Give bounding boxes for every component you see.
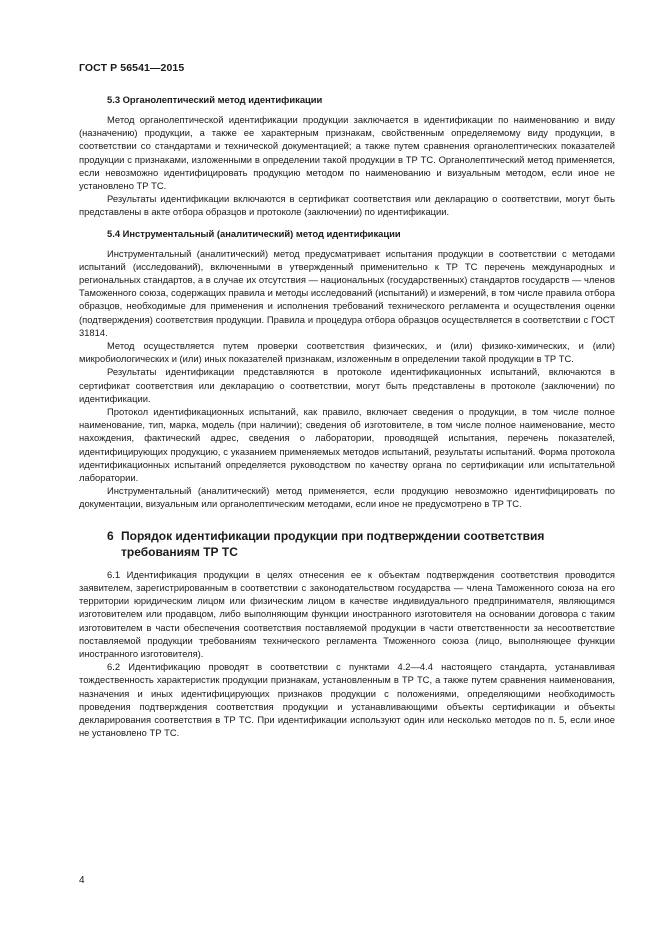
section-6-title: Порядок идентификации продукции при подтверждении соответствия требованиям ТР ТС	[121, 528, 545, 559]
section-5-4-paragraph-2: Метод осуществляется путем проверки соответствия физических, и (или) физико-химических, и (или) микробиологических и (или) иных показателей признакам, изложенным в определении такой продукции в ТР ТС.	[79, 340, 615, 365]
section-5-4-paragraph-1: Инструментальный (аналитический) метод предусматривает испытания продукции в соответствии с методами испытаний (исследований), включенными в утвержденный применительно к ТР ТС перечень международных и региональных стандартов, а в случае их отсутствия — национальных (государственных) стандартов государств — членов Таможенного союза, содержащих правила и методы исследований (испытаний) и измерений, в том числе правила отбора образцов, необходимые для применения и исполнения требований технического регламента и осуществления оценки (подтверждения) соответствия продукции. Правила и процедура отбора образцов осуществляется в соответствии с ГОСТ 31814.	[79, 247, 615, 338]
section-6-1-paragraph: 6.1 Идентификация продукции в целях отнесения ее к объектам подтверждения соответствия проводится заявителем, зарегистрированным в соответствии с законодательством государства — члена Таможенного союза на его территории юридическим лицом или физическим лицом в качестве индивидуального предпринимателя, являющимся изготовителем или продавцом, либо выполняющим функции иностранного изготовителя на основании договора с таким изготовителем в части обеспечения соответствия поставляемой продукции в части ответственности за несоответствие поставляемой продукции требованиям технического регламента Тможенного союза (лицо, выполняющее функции иностранного изготовителя).	[79, 568, 615, 659]
section-5-3-paragraph-1: Метод органолептической идентификации продукции заключается в идентификации по наименованию и виду (назначению) продукции, а также ее характерным признакам, свойственным определяемому виду продукции, в соответствии со стандартами и технической документацией; а также путем сравнения органолептических показателей продукции с признаками, изложенными в определении такой продукции в ТР ТС. Органолептический метод применяется, если невозможно идентифицировать продукцию методом по наименованию и визуальным методом, если иное не установлено ТР ТС.	[79, 114, 615, 192]
section-5-3-paragraph-2: Результаты идентификации включаются в сертификат соответствия или декларацию о соответствии, могут быть представлены в акте отбора образцов и протоколе (заключении) по идентификации.	[79, 193, 615, 218]
section-5-4-heading: 5.4 Инструментальный (аналитический) метод идентификации	[107, 227, 401, 239]
page-body	[79, 93, 615, 739]
section-5-4-paragraph-4: Протокол идентификационных испытаний, как правило, включает сведения о продукции, в том числе полное наименование, тип, марка, модель (при наличии); сведения об изготовителе, в том числе полное наименование, место нахождения, фактический адрес, сведения о лаборатории, проводящей испытания, перечень показателей, идентифицирующих продукцию, с указанием применяемых методов испытаний, результаты испытаний. Форма протокола идентификационных испытаний определяется руководством по качеству органа по сертификации или испытательной лаборатории.	[79, 406, 615, 484]
section-5-4-paragraph-3: Результаты идентификации представляются в протоколе идентификационных испытаний, включаются в сертификат соответствия или декларацию о соответствии, могут быть представлены в протоколе (заключении) по идентификации.	[79, 366, 615, 404]
section-6-number: 6	[107, 528, 114, 543]
section-6-heading	[79, 528, 615, 560]
page-number: 4	[79, 875, 85, 886]
section-6-2-paragraph: 6.2 Идентификацию проводят в соответствии с пунктами 4.2—4.4 настоящего стандарта, устанавливая тождественность характеристик продукции признакам, установленным в ТР ТС, а также путем сравнения наименования, назначения и иных идентифицирующих признаков продукции с положениями, определяющими необходимость проведения подтверждения соответствия продукции и устанавливающими объекты сертификации и объекты декларирования соответствия в ТР ТС. При идентификации используют один или несколько методов по п. 5, если иное не установлено ТР ТС.	[79, 661, 615, 739]
document-code-header: ГОСТ Р 56541—2015	[79, 62, 185, 74]
section-5-4-paragraph-5: Инструментальный (аналитический) метод применяется, если продукцию невозможно идентифицировать по документации, визуальным или органолептическим методами, если иное не предусмотрено в ТР ТС.	[79, 485, 615, 510]
section-5-3-heading: 5.3 Органолептический метод идентификации	[107, 94, 323, 105]
